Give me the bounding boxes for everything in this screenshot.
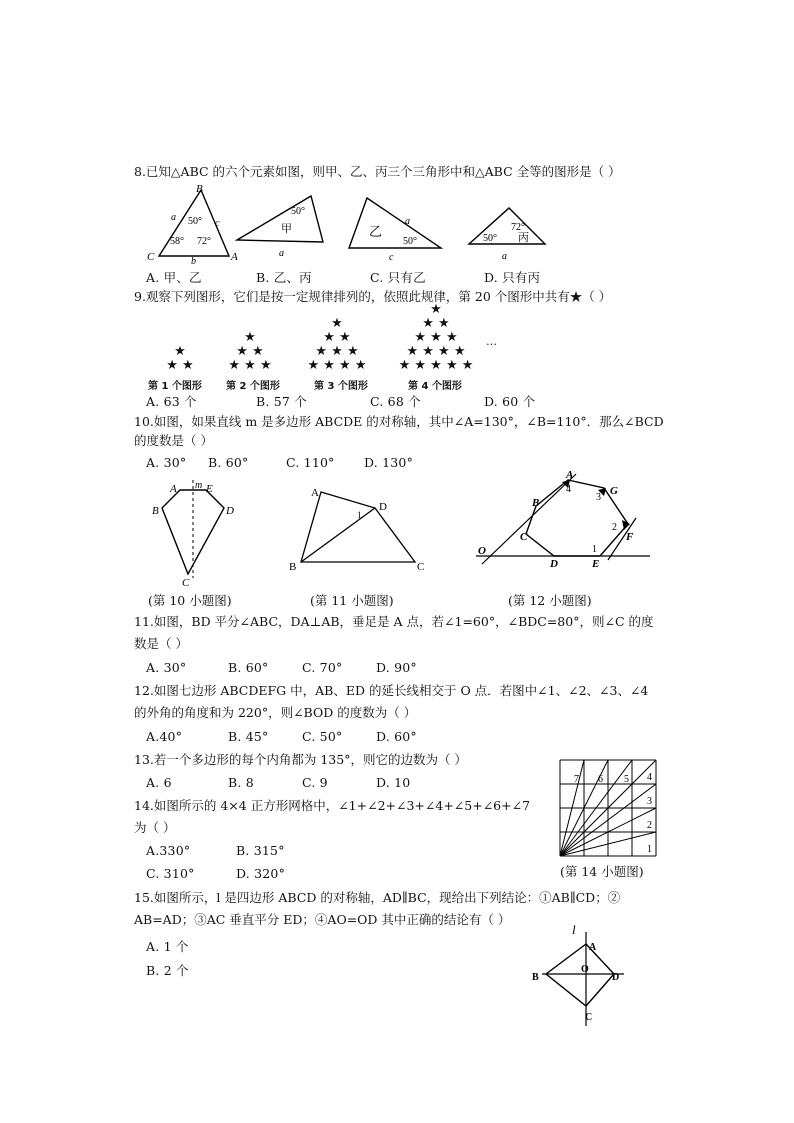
q8-abc-ang-c: 58° [170, 236, 184, 247]
q11-option-d[interactable]: D. 90° [376, 660, 417, 675]
q8-bing-name: 丙 [518, 232, 529, 244]
q9-label-2: 第 2 个图形 [226, 381, 280, 392]
q8-bing-ang2: 72° [511, 222, 525, 233]
q8-abc-ang-b: 50° [188, 216, 202, 227]
q11-fig-B: B [289, 561, 297, 573]
q15-fig-D: D [612, 972, 620, 983]
q12-fig-n2: 2 [612, 522, 617, 533]
q14-fig-n7: 7 [574, 774, 579, 785]
q8-abc-side-a: a [171, 212, 176, 223]
q10-line1: 10.如图，如果直线 m 是多边形 ABCDE 的对称轴，其中∠A=130°，∠B=110°．那么∠BCD [134, 414, 664, 429]
q10-fig-D: D [226, 505, 234, 517]
q11-caption: (第 11 小题图) [310, 593, 394, 608]
q12-figure [470, 468, 660, 570]
q8-yi-side-a: a [405, 216, 410, 227]
q12-fig-G: G [610, 485, 618, 497]
q14-option-b[interactable]: B. 315° [236, 843, 285, 858]
q14-option-d[interactable]: D. 320° [236, 866, 286, 881]
q8-bing-side: a [502, 251, 507, 262]
q12-fig-F: F [626, 531, 634, 543]
q12-fig-B: B [532, 497, 540, 509]
q12-option-a[interactable]: A.40° [146, 729, 183, 744]
q13-option-d[interactable]: D. 10 [376, 775, 411, 790]
q12-fig-n4: 4 [566, 484, 571, 495]
q14-fig-n6: 6 [598, 774, 603, 785]
q8-text: 8.已知△ABC 的六个元素如图，则甲、乙、丙三个三角形中和△ABC 全等的图形是（ ） [134, 164, 621, 179]
q11-fig-A: A [311, 487, 319, 499]
q9-f1-row: ★ ★ [166, 358, 194, 373]
q13-option-c[interactable]: C. 9 [302, 775, 328, 790]
q12-caption: (第 12 小题图) [508, 593, 592, 608]
q12-option-c[interactable]: C. 50° [302, 729, 343, 744]
q10-option-a[interactable]: A. 30° [146, 455, 187, 470]
q12-fig-n3: 3 [596, 492, 601, 503]
q14-fig-n3: 3 [647, 796, 652, 807]
q13-text: 13.若一个多边形的每个内角都为 135°，则它的边数为（ ） [134, 752, 467, 767]
q11-line2: 数是（ ） [134, 636, 188, 651]
q14-line2: 为（ ） [134, 820, 176, 835]
q9-option-d[interactable]: D. 60 个 [484, 394, 536, 409]
q8-yi-side-c: c [389, 252, 394, 263]
q11-fig-D: D [379, 501, 387, 513]
q14-figure [558, 758, 662, 858]
q9-f2-row: ★ [244, 330, 256, 345]
q11-fig-C: C [417, 561, 425, 573]
q8-yi-ang: 50° [403, 236, 417, 247]
q8-abc-A: A [231, 251, 238, 263]
q15-figure [528, 922, 628, 1032]
q12-line1: 12.如图七边形 ABCDEFG 中，AB、ED 的延长线相交于 O 点．若图中∠1、∠2、∠3、∠4 [134, 683, 649, 698]
q8-jia-side: a [279, 248, 284, 259]
q10-option-c[interactable]: C. 110° [286, 455, 335, 470]
q12-fig-E: E [592, 558, 600, 570]
q13-option-b[interactable]: B. 8 [228, 775, 254, 790]
q10-caption: (第 10 小题图) [148, 593, 232, 608]
q12-fig-D: D [550, 558, 558, 570]
q8-jia-ang: 50° [291, 206, 305, 217]
q8-option-d[interactable]: D. 只有丙 [484, 270, 541, 285]
q9-f4-row: ★ ★ [422, 316, 450, 331]
q9-text: 9.观察下列图形，它们是按一定规律排列的，依照此规律，第 20 个图形中共有★（ ） [134, 289, 612, 304]
q10-fig-A: A [170, 483, 177, 495]
q10-fig-m: m [195, 480, 203, 491]
q15-fig-l: l [572, 922, 576, 937]
q9-f4-row: ★ ★ ★ ★ ★ [398, 358, 474, 373]
q14-option-a[interactable]: A.330° [146, 843, 191, 858]
q9-f4-row: ★ ★ ★ [414, 330, 458, 345]
q8-option-b[interactable]: B. 乙、丙 [256, 270, 312, 285]
q10-option-b[interactable]: B. 60° [208, 455, 249, 470]
q9-f4-row: ★ ★ ★ ★ [406, 344, 466, 359]
q9-f3-row: ★ ★ ★ ★ [307, 358, 367, 373]
q12-option-d[interactable]: D. 60° [376, 729, 417, 744]
q10-fig-E: E [206, 483, 213, 495]
q9-option-b[interactable]: B. 57 个 [256, 394, 307, 409]
q15-fig-B: B [532, 972, 539, 983]
q15-fig-A: A [589, 942, 597, 953]
q9-f2-row: ★ ★ [236, 344, 264, 359]
q11-option-b[interactable]: B. 60° [228, 660, 269, 675]
q8-option-a[interactable]: A. 甲、乙 [146, 270, 202, 285]
q14-fig-n2: 2 [647, 820, 652, 831]
q9-f1-row: ★ [174, 344, 186, 359]
q13-option-a[interactable]: A. 6 [146, 775, 172, 790]
q12-fig-C: C [520, 531, 528, 543]
q9-label-3: 第 3 个图形 [314, 381, 368, 392]
q8-bing-ang1: 50° [483, 233, 497, 244]
q11-option-a[interactable]: A. 30° [146, 660, 187, 675]
q11-option-c[interactable]: C. 70° [302, 660, 343, 675]
q8-option-c[interactable]: C. 只有乙 [370, 270, 426, 285]
q11-fig-1: 1 [357, 510, 362, 520]
q9-f3-row: ★ ★ ★ [315, 344, 359, 359]
q14-fig-n5: 5 [624, 774, 629, 785]
q9-label-4: 第 4 个图形 [408, 381, 462, 392]
q12-line2: 的外角的角度和为 220°，则∠BOD 的度数为（ ） [134, 705, 417, 720]
q15-fig-C: C [585, 1012, 593, 1023]
q9-label-1: 第 1 个图形 [148, 381, 202, 392]
q8-abc-side-b: b [191, 256, 196, 264]
q14-fig-n4: 4 [647, 772, 652, 783]
q14-line1: 14.如图所示的 4×4 正方形网格中，∠1+∠2+∠3+∠4+∠5+∠6+∠7 [134, 798, 531, 813]
q8-abc-B: B [196, 183, 203, 195]
q10-fig-B: B [152, 505, 159, 517]
q8-jia-name: 甲 [281, 223, 292, 235]
q15-line1: 15.如图所示，l 是四边形 ABCD 的对称轴，AD∥BC，现给出下列结论：①AB∥CD；② [134, 890, 621, 905]
q15-option-b[interactable]: B. 2 个 [146, 963, 189, 978]
q12-fig-A: A [566, 469, 574, 481]
q8-abc-C: C [147, 251, 155, 263]
q9-option-a[interactable]: A. 63 个 [146, 394, 197, 409]
q15-option-a[interactable]: A. 1 个 [146, 939, 189, 954]
q9-f4-row: ★ [430, 302, 442, 317]
q8-abc-ang-a: 72° [197, 236, 211, 247]
q12-fig-O: O [478, 545, 486, 557]
q14-fig-n1: 1 [647, 844, 652, 855]
q9-option-c[interactable]: C. 68 个 [370, 394, 421, 409]
q8-abc-side-c: c [215, 218, 220, 229]
q10-figure [140, 474, 270, 594]
q9-f3-row: ★ ★ [323, 330, 351, 345]
q12-option-b[interactable]: B. 45° [228, 729, 269, 744]
q10-line2: 的度数是（ ） [134, 433, 213, 448]
q8-figure [145, 182, 565, 264]
q10-option-d[interactable]: D. 130° [364, 455, 414, 470]
q9-figure-3 [302, 317, 372, 373]
q15-line2: AB=AD；③AC 垂直平分 ED；④AO=OD 其中正确的结论有（ ） [134, 912, 511, 927]
q15-fig-O: O [581, 964, 589, 975]
q9-ellipsis: … [486, 335, 497, 348]
q9-figure-1 [160, 345, 200, 373]
q11-line1: 11.如图，BD 平分∠ABC，DA⊥AB，垂足是 A 点，若∠1=60°，∠BDC=80°，则∠C 的度 [134, 614, 654, 629]
q9-f2-row: ★ ★ ★ [228, 358, 272, 373]
q14-option-c[interactable]: C. 310° [146, 866, 195, 881]
q9-figure-2 [225, 331, 275, 373]
q11-figure [285, 480, 435, 580]
q10-fig-C: C [182, 577, 190, 589]
q8-yi-name: 乙 [369, 224, 383, 239]
q14-caption: (第 14 小题图) [560, 864, 644, 879]
q12-fig-n1: 1 [592, 544, 597, 555]
q9-f3-row: ★ [331, 316, 343, 331]
q9-figure-4 [396, 303, 476, 373]
